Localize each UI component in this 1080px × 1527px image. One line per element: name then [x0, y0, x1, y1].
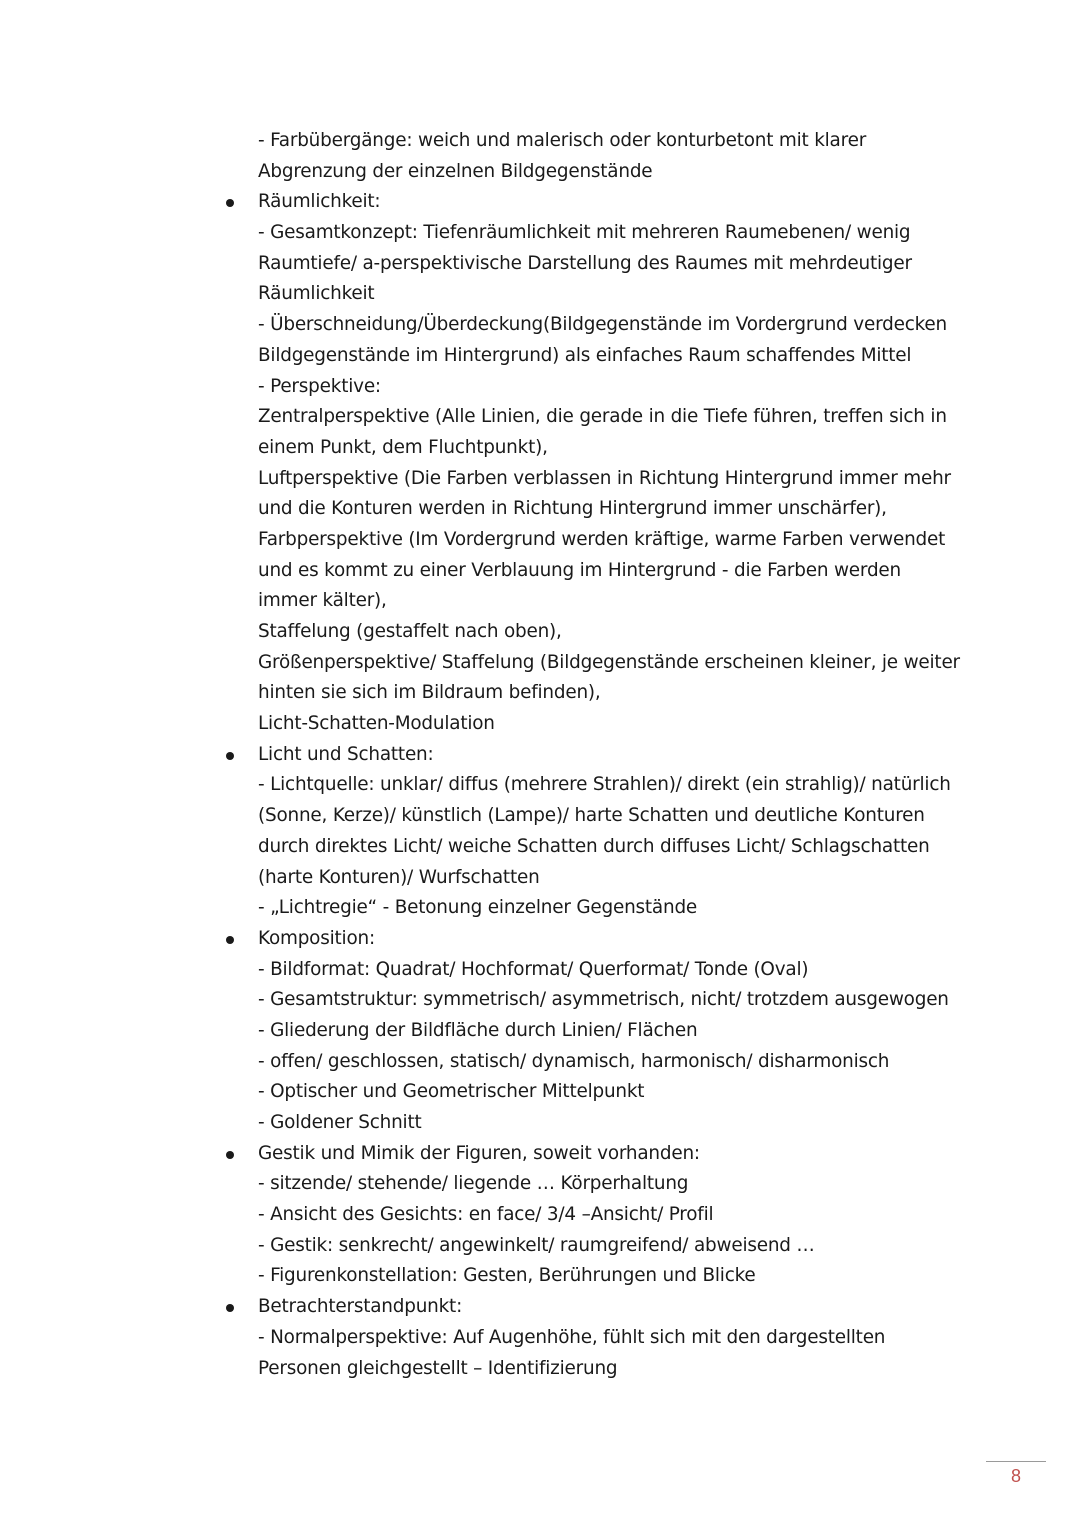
text-line [0, 1200, 1080, 1231]
line-text: - Gesamtstruktur: symmetrisch/ asymmetrisch, nicht/ trotzdem ausgewogen [258, 989, 949, 1011]
page-number: 8 [1010, 1466, 1021, 1486]
line-text: - Gestik: senkrecht/ angewinkelt/ raumgreifend/ abweisend … [258, 1234, 815, 1256]
line-text: hinten sie sich im Bildraum befinden), [258, 682, 601, 704]
text-line [0, 249, 1080, 280]
text-line [0, 433, 1080, 464]
line-text: Betrachterstandpunkt: [258, 1296, 463, 1318]
bullet-heading-line [0, 740, 1080, 771]
line-text: - Perspektive: [258, 375, 381, 397]
document-body [0, 126, 1080, 1384]
text-line [0, 1354, 1080, 1385]
bullet-icon [226, 199, 234, 207]
text-line [0, 955, 1080, 986]
line-text: - Optischer und Geometrischer Mittelpunkt [258, 1081, 645, 1103]
text-line [0, 525, 1080, 556]
line-text: - offen/ geschlossen, statisch/ dynamisch, harmonisch/ disharmonisch [258, 1050, 890, 1072]
text-line [0, 494, 1080, 525]
text-line [0, 1323, 1080, 1354]
text-line [0, 556, 1080, 587]
bullet-icon [226, 1151, 234, 1159]
line-text: Zentralperspektive (Alle Linien, die gerade in die Tiefe führen, treffen sich in [258, 406, 947, 428]
text-line [0, 1108, 1080, 1139]
text-line [0, 985, 1080, 1016]
line-text: - Goldener Schnitt [258, 1112, 422, 1133]
line-text: (harte Konturen)/ Wurfschatten [258, 866, 540, 888]
line-text: - sitzende/ stehende/ liegende … Körperhaltung [258, 1173, 689, 1195]
text-line [0, 157, 1080, 188]
bullet-heading-line [0, 187, 1080, 218]
line-text: Abgrenzung der einzelnen Bildgegenstände [258, 160, 653, 182]
line-text: - Überschneidung/Überdeckung(Bildgegenstände im Vordergrund verdecken [258, 314, 948, 336]
line-text: Räumlichkeit [258, 283, 375, 305]
text-line [0, 310, 1080, 341]
text-line [0, 709, 1080, 740]
text-line [0, 586, 1080, 617]
line-text: durch direktes Licht/ weiche Schatten durch diffuses Licht/ Schlagschatten [258, 835, 930, 857]
text-line [0, 126, 1080, 157]
text-line [0, 464, 1080, 495]
text-line [0, 341, 1080, 372]
line-text: - Bildformat: Quadrat/ Hochformat/ Querformat/ Tonde (Oval) [258, 958, 809, 980]
text-line [0, 893, 1080, 924]
text-line [0, 402, 1080, 433]
text-line [0, 372, 1080, 403]
text-line [0, 1016, 1080, 1047]
line-text: - Farbübergänge: weich und malerisch oder konturbetont mit klarer [258, 130, 867, 151]
text-line [0, 648, 1080, 679]
line-text: und es kommt zu einer Verblauung im Hintergrund - die Farben werden [258, 559, 901, 581]
text-line [0, 279, 1080, 310]
bullet-icon [226, 752, 234, 760]
line-text: Luftperspektive (Die Farben verblassen in Richtung Hintergrund immer mehr [258, 467, 951, 489]
line-text: - Normalperspektive: Auf Augenhöhe, fühlt sich mit den dargestellten [258, 1326, 886, 1348]
text-line [0, 863, 1080, 894]
text-line [0, 1077, 1080, 1108]
text-line [0, 1231, 1080, 1262]
text-line [0, 801, 1080, 832]
line-text: - Gliederung der Bildfläche durch Linien/ Flächen [258, 1019, 698, 1041]
line-text: Räumlichkeit: [258, 191, 381, 213]
line-text: Licht-Schatten-Modulation [258, 713, 495, 735]
text-line [0, 218, 1080, 249]
line-text: - Ansicht des Gesichts: en face/ 3/4 –Ansicht/ Profil [258, 1204, 714, 1226]
line-text: Komposition: [258, 927, 375, 949]
text-line [0, 832, 1080, 863]
text-line [0, 1169, 1080, 1200]
line-text: - „Lichtregie“ - Betonung einzelner Gegenstände [258, 897, 698, 919]
footer-rule [986, 1461, 1046, 1462]
line-text: Staffelung (gestaffelt nach oben), [258, 621, 562, 642]
line-text: immer kälter), [258, 590, 387, 612]
text-line [0, 617, 1080, 648]
line-text: Licht und Schatten: [258, 743, 434, 765]
line-text: Bildgegenstände im Hintergrund) als einfaches Raum schaffendes Mittel [258, 344, 912, 366]
line-text: einem Punkt, dem Fluchtpunkt), [258, 436, 548, 458]
line-text: und die Konturen werden in Richtung Hintergrund immer unschärfer), [258, 498, 887, 520]
text-line [0, 770, 1080, 801]
text-line [0, 1261, 1080, 1292]
line-text: Raumtiefe/ a-perspektivische Darstellung des Raumes mit mehrdeutiger [258, 252, 912, 274]
bullet-heading-line [0, 1139, 1080, 1170]
bullet-icon [226, 936, 234, 944]
line-text: Personen gleichgestellt – Identifizierung [258, 1357, 618, 1379]
line-text: - Gesamtkonzept: Tiefenräumlichkeit mit mehreren Raumebenen/ wenig [258, 222, 911, 244]
text-line [0, 1047, 1080, 1078]
line-text: Farbperspektive (Im Vordergrund werden kräftige, warme Farben verwendet [258, 528, 946, 550]
bullet-heading-line [0, 924, 1080, 955]
line-text: - Lichtquelle: unklar/ diffus (mehrere Strahlen)/ direkt (ein strahlig)/ natürlich [258, 774, 951, 796]
line-text: Größenperspektive/ Staffelung (Bildgegenstände erscheinen kleiner, je weiter [258, 651, 960, 673]
line-text: - Figurenkonstellation: Gesten, Berührungen und Blicke [258, 1265, 756, 1287]
line-text: Gestik und Mimik der Figuren, soweit vorhanden: [258, 1142, 700, 1164]
text-line [0, 678, 1080, 709]
bullet-icon [226, 1304, 234, 1312]
bullet-heading-line [0, 1292, 1080, 1323]
line-text: (Sonne, Kerze)/ künstlich (Lampe)/ harte Schatten und deutliche Konturen [258, 805, 925, 827]
